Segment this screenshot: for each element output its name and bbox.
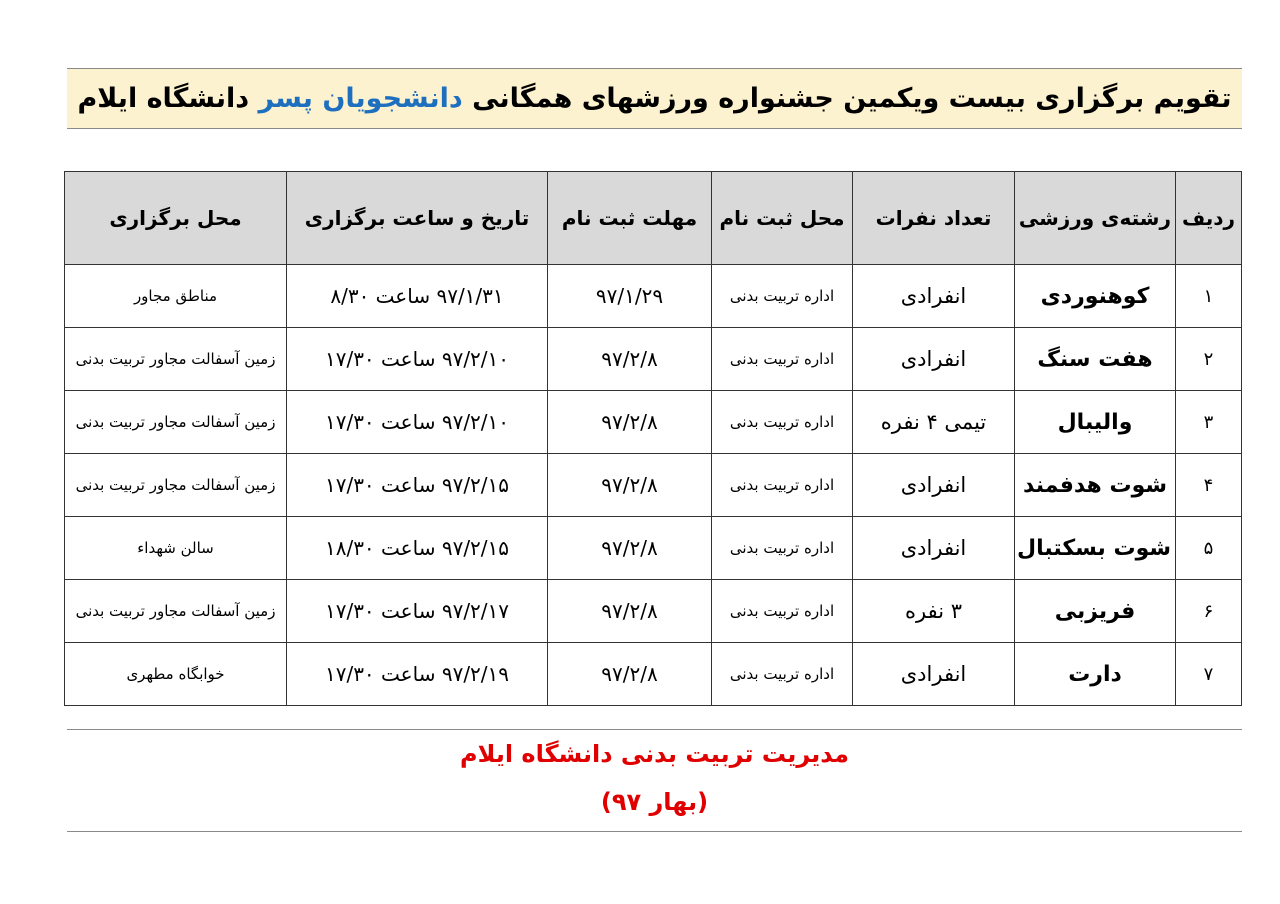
cell-datetime: ۹۷/۲/۱۷ ساعت ۱۷/۳۰ — [287, 580, 548, 643]
title-part-1: تقویم برگزاری بیست ویکمین جشنواره ورزشهای همگانی — [472, 83, 1232, 114]
cell-row-number: ۱ — [1176, 265, 1242, 328]
table-row — [65, 391, 1242, 454]
header-sport: رشته‌ی ورزشی — [1015, 172, 1176, 265]
cell-count: تیمی ۴ نفره — [853, 391, 1015, 454]
cell-deadline: ۹۷/۲/۸ — [548, 328, 712, 391]
cell-datetime: ۹۷/۲/۱۰ ساعت ۱۷/۳۰ — [287, 391, 548, 454]
page-title — [78, 83, 1232, 114]
header-row — [65, 172, 1242, 265]
table-row — [65, 580, 1242, 643]
cell-venue: زمین آسفالت مجاور تربیت بدنی — [65, 391, 287, 454]
cell-venue: سالن شهداء — [65, 517, 287, 580]
cell-count: انفرادی — [853, 265, 1015, 328]
cell-deadline: ۹۷/۲/۸ — [548, 517, 712, 580]
header-datetime: تاریخ و ساعت برگزاری — [287, 172, 548, 265]
header-count: تعداد نفرات — [853, 172, 1015, 265]
cell-sport: فریزبی — [1015, 580, 1176, 643]
cell-row-number: ۷ — [1176, 643, 1242, 706]
cell-datetime: ۹۷/۱/۳۱ ساعت ۸/۳۰ — [287, 265, 548, 328]
table-row — [65, 454, 1242, 517]
cell-row-number: ۳ — [1176, 391, 1242, 454]
cell-sport: شوت بسکتبال — [1015, 517, 1176, 580]
cell-sport: دارت — [1015, 643, 1176, 706]
cell-reg-place: اداره تربیت بدنی — [712, 328, 853, 391]
cell-venue: زمین آسفالت مجاور تربیت بدنی — [65, 328, 287, 391]
header-venue: محل برگزاری — [65, 172, 287, 265]
cell-reg-place: اداره تربیت بدنی — [712, 454, 853, 517]
cell-venue: خوابگاه مطهری — [65, 643, 287, 706]
cell-venue: مناطق مجاور — [65, 265, 287, 328]
cell-reg-place: اداره تربیت بدنی — [712, 580, 853, 643]
cell-count: ۳ نفره — [853, 580, 1015, 643]
cell-deadline: ۹۷/۲/۸ — [548, 454, 712, 517]
cell-row-number: ۵ — [1176, 517, 1242, 580]
cell-count: انفرادی — [853, 328, 1015, 391]
cell-sport: والیبال — [1015, 391, 1176, 454]
cell-deadline: ۹۷/۲/۸ — [548, 391, 712, 454]
cell-count: انفرادی — [853, 643, 1015, 706]
cell-count: انفرادی — [853, 454, 1015, 517]
cell-sport: کوهنوردی — [1015, 265, 1176, 328]
table-row — [65, 265, 1242, 328]
cell-row-number: ۲ — [1176, 328, 1242, 391]
cell-venue: زمین آسفالت مجاور تربیت بدنی — [65, 580, 287, 643]
footer-organization: مدیریت تربیت بدنی دانشگاه ایلام — [460, 740, 849, 768]
title-part-2: دانشگاه ایلام — [77, 83, 250, 114]
footer-signature — [67, 729, 1242, 832]
cell-count: انفرادی — [853, 517, 1015, 580]
title-banner — [67, 68, 1242, 129]
footer-season: (بهار ۹۷) — [600, 788, 709, 816]
cell-reg-place: اداره تربیت بدنی — [712, 265, 853, 328]
cell-deadline: ۹۷/۲/۸ — [548, 580, 712, 643]
header-row-number: ردیف — [1176, 172, 1242, 265]
cell-reg-place: اداره تربیت بدنی — [712, 643, 853, 706]
schedule-table — [64, 171, 1242, 706]
cell-reg-place: اداره تربیت بدنی — [712, 391, 853, 454]
cell-datetime: ۹۷/۲/۱۰ ساعت ۱۷/۳۰ — [287, 328, 548, 391]
cell-datetime: ۹۷/۲/۱۹ ساعت ۱۷/۳۰ — [287, 643, 548, 706]
cell-row-number: ۴ — [1176, 454, 1242, 517]
table-row — [65, 517, 1242, 580]
cell-deadline: ۹۷/۱/۲۹ — [548, 265, 712, 328]
cell-venue: زمین آسفالت مجاور تربیت بدنی — [65, 454, 287, 517]
cell-sport: شوت هدفمند — [1015, 454, 1176, 517]
cell-datetime: ۹۷/۲/۱۵ ساعت ۱۷/۳۰ — [287, 454, 548, 517]
header-deadline: مهلت ثبت نام — [548, 172, 712, 265]
title-highlight: دانشجویان پسر — [258, 83, 463, 114]
cell-datetime: ۹۷/۲/۱۵ ساعت ۱۸/۳۰ — [287, 517, 548, 580]
table-row — [65, 328, 1242, 391]
cell-deadline: ۹۷/۲/۸ — [548, 643, 712, 706]
header-reg-place: محل ثبت نام — [712, 172, 853, 265]
cell-row-number: ۶ — [1176, 580, 1242, 643]
table-row — [65, 643, 1242, 706]
cell-reg-place: اداره تربیت بدنی — [712, 517, 853, 580]
cell-sport: هفت سنگ — [1015, 328, 1176, 391]
